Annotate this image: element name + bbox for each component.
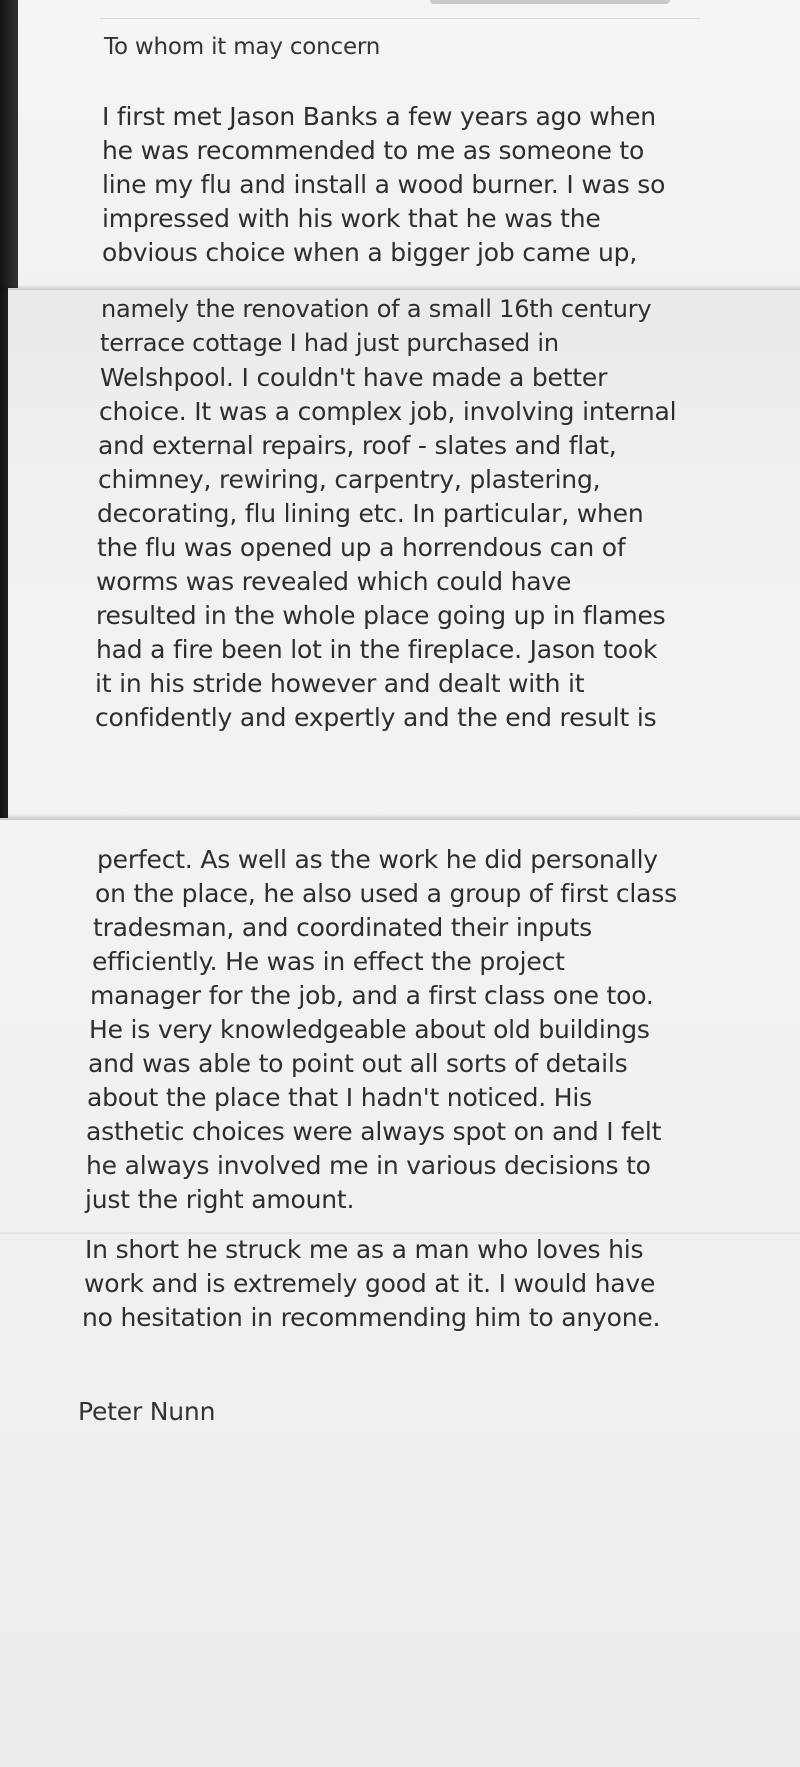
letter-line: worms was revealed which could have xyxy=(96,567,572,596)
letter-line: Welshpool. I couldn't have made a better xyxy=(100,363,608,392)
letter-line: and was able to point out all sorts of details xyxy=(88,1049,628,1078)
letter-line: it in his stride however and dealt with it xyxy=(95,669,585,698)
letter-line: I first met Jason Banks a few years ago when xyxy=(102,102,656,131)
letter-line: about the place that I hadn't noticed. His xyxy=(87,1083,592,1112)
letter-line: He is very knowledgeable about old buildings xyxy=(89,1015,650,1044)
letter-line: the flu was opened up a horrendous can of xyxy=(97,533,626,562)
letter-line: asthetic choices were always spot on and I felt xyxy=(86,1117,662,1146)
paper-rule xyxy=(100,18,700,19)
letter-signature: Peter Nunn xyxy=(78,1397,216,1426)
letter-salutation: To whom it may concern xyxy=(104,34,381,60)
letter-line: on the place, he also used a group of first class xyxy=(95,879,677,908)
letter-line: chimney, rewiring, carpentry, plastering, xyxy=(98,465,601,494)
letter-line: In short he struck me as a man who loves his xyxy=(85,1235,644,1264)
letter-line: terrace cottage I had just purchased in xyxy=(100,329,559,357)
letter-line: impressed with his work that he was the xyxy=(102,204,601,233)
letter-line: had a fire been lot in the fireplace. Jason took xyxy=(96,635,658,664)
letter-line: no hesitation in recommending him to anyone. xyxy=(82,1303,661,1332)
letter-line: he was recommended to me as someone to xyxy=(102,136,645,165)
letter-line: perfect. As well as the work he did personally xyxy=(97,845,658,874)
letter-line: just the right amount. xyxy=(85,1185,355,1214)
letter-line: choice. It was a complex job, involving internal xyxy=(99,397,677,426)
letter-line: confidently and expertly and the end result is xyxy=(95,703,657,732)
letter-line: obvious choice when a bigger job came up, xyxy=(102,238,638,267)
letter-line: he always involved me in various decisions to xyxy=(86,1151,651,1180)
fold-shadow xyxy=(0,814,800,820)
letter-line: and external repairs, roof - slates and flat, xyxy=(98,431,617,460)
letter-line: manager for the job, and a first class one too. xyxy=(90,981,654,1010)
letter-line: namely the renovation of a small 16th century xyxy=(101,295,652,323)
letter-line: line my flu and install a wood burner. I was so xyxy=(102,170,666,199)
letter-line: resulted in the whole place going up in flames xyxy=(96,601,666,630)
fold-shadow xyxy=(0,284,800,290)
letter-line: decorating, flu lining etc. In particular, when xyxy=(97,499,644,528)
letter-line: tradesman, and coordinated their inputs xyxy=(93,913,592,942)
letter-line: work and is extremely good at it. I would have xyxy=(84,1269,656,1298)
letter-line: efficiently. He was in effect the project xyxy=(92,947,565,976)
paper-top-edge xyxy=(430,0,670,4)
